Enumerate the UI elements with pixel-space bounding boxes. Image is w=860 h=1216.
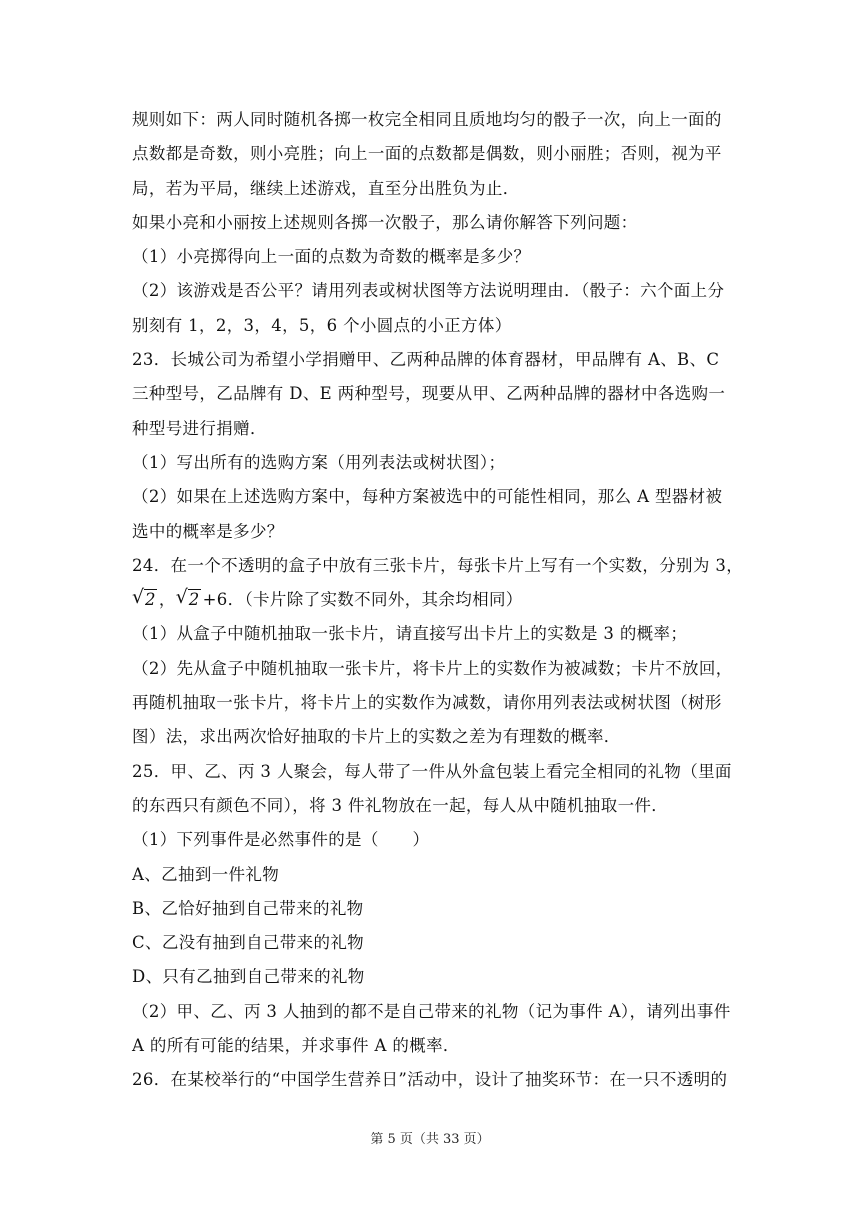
option-b: B、乙恰好抽到自己带来的礼物 — [132, 898, 364, 918]
text-line: 再随机抽取一张卡片，将卡片上的实数作为减数，请你用列表法或树状图（树形 — [132, 693, 722, 713]
option-d: D、只有乙抽到自己带来的礼物 — [132, 967, 365, 987]
text-line: 别刻有 1，2，3，4，5，6 个小圆点的小正方体） — [132, 315, 512, 335]
radicand-1: 2 — [145, 590, 156, 610]
option-c: C、乙没有抽到自己带来的礼物 — [132, 933, 365, 953]
text-line: （1）从盒子中随机抽取一张卡片，请直接写出卡片上的实数是 3 的概率； — [132, 624, 688, 644]
text-line: （1）写出所有的选购方案（用列表法或树状图）； — [132, 452, 506, 472]
option-a: A、乙抽到一件礼物 — [132, 864, 280, 884]
text-line: （1）小亮掷得向上一面的点数为奇数的概率是多少？ — [132, 247, 531, 267]
text-line: 如果小亮和小丽按上述规则各掷一次骰子，那么请你解答下列问题： — [132, 212, 638, 232]
sqrt-symbol-1 — [132, 583, 157, 617]
text-line: A 的所有可能的结果，并求事件 A 的概率． — [132, 1036, 460, 1056]
text-line: （2）该游戏是否公平？请用列表或树状图等方法说明理由．（骰子：六个面上分 — [132, 281, 725, 301]
text-line: （2）如果在上述选购方案中，每种方案被选中的可能性相同，那么 A 型器材被 — [132, 487, 723, 507]
text-line: 图）法，求出两次恰好抽取的卡片上的实数之差为有理数的概率． — [132, 727, 621, 747]
text-line: 种型号进行捐赠． — [132, 418, 267, 438]
text-line: 规则如下：两人同时随机各掷一枚完全相同且质地均匀的骰子一次，向上一面的 — [132, 110, 722, 129]
question-23-line: 23．长城公司为希望小学捐赠甲、乙两种品牌的体育器材，甲品牌有 A、B、C — [132, 350, 720, 370]
question-25-line: 25．甲、乙、丙 3 人聚会，每人带了一件从外盒包装上看完全相同的礼物（里面 — [132, 761, 732, 781]
radicand-2: 2 — [188, 590, 200, 610]
page-footer: 第 5 页（共 33 页） — [370, 1132, 490, 1147]
text-line: 的东西只有颜色不同），将 3 件礼物放在一起，每人从中随机抽取一件． — [132, 795, 669, 815]
question-26-line: 26．在某校举行的“中国学生营养日”活动中，设计了抽奖环节：在一只不透明的 — [132, 1070, 728, 1090]
text-line: （2）先从盒子中随机抽取一张卡片，将卡片上的实数作为被减数；卡片不放回， — [132, 658, 733, 678]
separator: ， — [158, 590, 176, 610]
sqrt-expression-line — [132, 583, 732, 617]
text-line: 点数都是奇数，则小亮胜；向上一面的点数都是偶数，则小丽胜；否则，视为平 — [132, 144, 722, 164]
question-24-line: 24．在一个不透明的盒子中放有三张卡片，每张卡片上写有一个实数，分别为 3， — [132, 555, 744, 575]
sqrt-line-tail: +6．（卡片除了实数不同外，其余均相同） — [202, 590, 523, 610]
text-line: 选中的概率是多少？ — [132, 521, 284, 541]
text-line: 三种型号，乙品牌有 D、E 两种型号，现要从甲、乙两种品牌的器材中各选购一 — [132, 384, 726, 404]
text-line: （1）下列事件是必然事件的是（ ） — [132, 830, 430, 850]
text-line: （2）甲、乙、丙 3 人抽到的都不是自己带来的礼物（记为事件 A），请列出事件 — [132, 1001, 731, 1021]
sqrt-symbol-2 — [176, 583, 201, 617]
text-line: 局，若为平局，继续上述游戏，直至分出胜负为止． — [132, 178, 520, 198]
page-content — [132, 103, 744, 1098]
